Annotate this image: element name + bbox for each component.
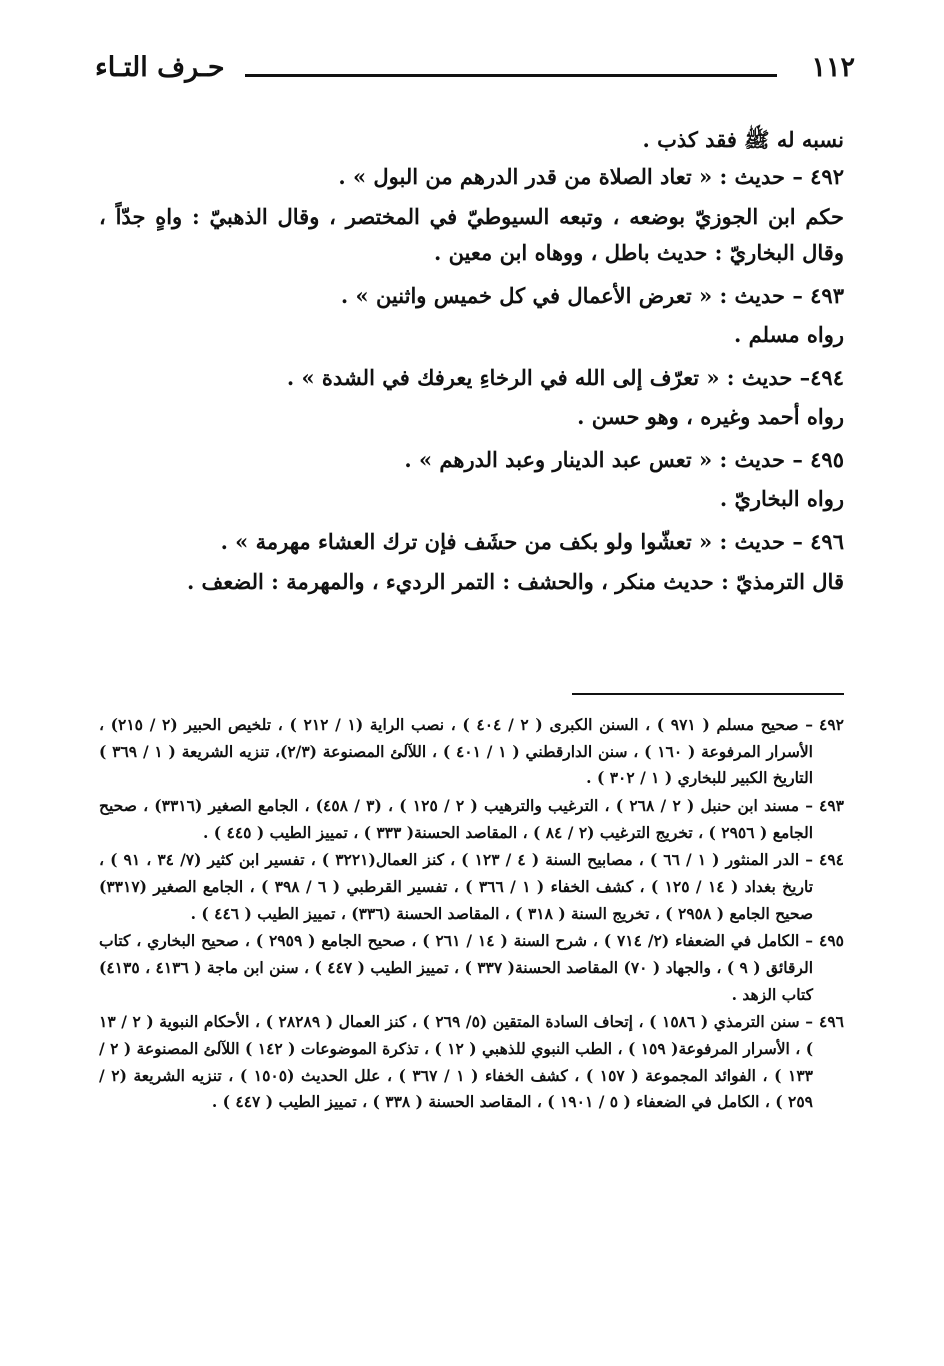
page-number: ١١٢ <box>811 52 855 83</box>
hadith-entry <box>99 282 844 354</box>
footnote <box>99 793 844 846</box>
hadith-heading: ٤٩٥ – حديث : « تعس عبد الدينار وعبد الدرهم » . <box>404 447 844 473</box>
hadith-commentary: رواه مسلم . <box>734 322 844 348</box>
hadith-commentary: رواه البخاريّ . <box>719 486 844 512</box>
running-title: حـرف التـاء <box>95 52 225 83</box>
footnote-text: – الدر المنثور ( ١ / ٦٦ ) ، مصابيح السنة ( ٤ / ١٢٣ ) ، كنز العمال(٣٢٢١ ) ، تفسير ابن كثير (٧/ ٣٤ ، ٩١ ) ، تاريخ بغداد ( ١٤ / ١٢٥ ) ، كشف الخفاء ( ١ / ٣٦٦ ) ، تفسير القرطبي ( ٦ / ٣٩٨ ) ، الجامع الصغير (٣٣١٧) صحيح الجامع ( ٢٩٥٨ ) ، تخريج السنة ( ٣١٨ ) ، المقاصد الحسنة (٣٣٦) ، تمييز الطيب ( ٤٤٦ ) . <box>99 850 814 923</box>
main-text <box>99 126 844 600</box>
continuation-line: نسبه له ﷺ فقد كذب . <box>642 127 844 152</box>
footnote-text: – سنن الترمذي ( ١٥٨٦ ) ، إتحاف السادة المتقين (٥/ ٢٦٩ ) ، كنز العمال ( ٢٨٢٨٩ ) ، الأحكام النبوية ( ٢ / ١٣ ) ، الأسرار المرفوعة( ١٥٩ ) ، الطب النبوي للذهبي ( ١٢ ) ، تذكرة الموضوعات ( ١٤٢ ) اللآلئ المصنوعة ( ٢ / ١٣٣ ) ، الفوائد المجموعة ( ١٥٧ ) ، كشف الخفاء ( ١ / ٣٦٧ ) ، علل الحديث (١٥٠٥ ) ، تنزيه الشريعة (٢ / ٢٥٩ ) ، الكامل في الضعفاء ( ٥ / ١٩٠١ ) ، المقاصد الحسنة ( ٣٣٨ ) ، تمييز الطيب ( ٤٤٧ ) . <box>99 1012 814 1112</box>
hadith-heading: ٤٩٣ – حديث : « تعرض الأعمال في كل خميس واثنين » . <box>340 283 844 309</box>
header-rule <box>245 74 777 77</box>
footnote <box>99 1009 844 1116</box>
footnote-text: – صحيح مسلم ( ٩٧١ ) ، السنن الكبرى ( ٢ / ٤٠٤ ) ، نصب الراية (١ / ٢١٢ ) ، تلخيص الحبير (٢ / ٢١٥) ، الأسرار المرفوعة ( ١٦٠ ) ، سنن الدارقطني ( ١ / ٤٠١ ) ، اللآلئ المصنوعة (٢/٣)، تنزيه الشريعة ( ١ / ٣٦٩ ) التاريخ الكبير للبخاري ( ١ / ٣٠٢ ) . <box>99 715 814 788</box>
footnote-number: ٤٩٦ <box>819 1012 844 1032</box>
footnote-text: – الكامل في الضعفاء (٢/ ٧١٤ ) ، شرح السنة ( ١٤ / ٢٦١ ) ، صحيح الجامع ( ٢٩٥٩ ) ، صحيح البخاري ، كتاب الرقائق ( ٩ ) ، والجهاد ( ٧٠) المقاصد الحسنة( ٣٣٧ ) ، تمييز الطيب ( ٤٤٧ ) ، سنن ابن ماجة ( ٤١٣٦ ، ٤١٣٥) كتاب الزهد . <box>99 931 814 1004</box>
footnote-number: ٤٩٢ <box>819 715 844 734</box>
footnote-number: ٤٩٣ <box>819 795 844 815</box>
hadith-heading: ٤٩٢ – حديث : « تعاد الصلاة من قدر الدرهم من البول » . <box>338 164 844 190</box>
hadith-heading: ٤٩٦ – حديث : « تعشّوا ولو بكف من حشَف فإن ترك العشاء مهرمة » . <box>220 529 844 555</box>
footnote <box>99 712 844 792</box>
footnote-number: ٤٩٤ <box>819 850 844 870</box>
hadith-commentary: قال الترمذيّ : حديث منكر ، والحشف : التمر الرديء ، والمهرمة : الضعف . <box>186 568 844 594</box>
footnote <box>99 928 844 1008</box>
footnote <box>99 847 844 927</box>
hadith-heading: ٤٩٤– حديث : « تعرّف إلى الله في الرخاءِ يعرفك في الشدة » . <box>286 365 844 391</box>
hadith-commentary: رواه أحمد وغيره ، وهو حسن . <box>577 404 844 430</box>
hadith-entry <box>99 364 844 436</box>
footnote-text: – مسند ابن حنبل ( ٢ / ٢٦٨ ) ، الترغيب والترهيب ( ٢ / ١٢٥ ) ، (٣ / ٤٥٨) ، الجامع الصغير (٣٣١٦) ، صحيح الجامع ( ٢٩٥٦ ) ، تخريج الترغيب (٢ / ٨٤ ) ، المقاصد الحسنة( ٣٣٣ ) ، تمييز الطيب ( ٤٤٥ ) . <box>99 795 814 842</box>
hadith-entry <box>99 446 844 518</box>
hadith-commentary: حكم ابن الجوزيّ بوضعه ، وتبعه السيوطيّ في المختصر ، وقال الذهبيّ : واهٍ جدّاً ، وقال البخاريّ : حديث باطل ، ووهاه ابن معين . <box>99 203 844 266</box>
running-header <box>95 50 855 92</box>
footnote-separator <box>572 693 844 695</box>
footnote-number: ٤٩٥ <box>819 931 844 951</box>
hadith-entry <box>99 528 844 600</box>
hadith-entry <box>99 163 844 272</box>
footnotes <box>99 712 844 1117</box>
